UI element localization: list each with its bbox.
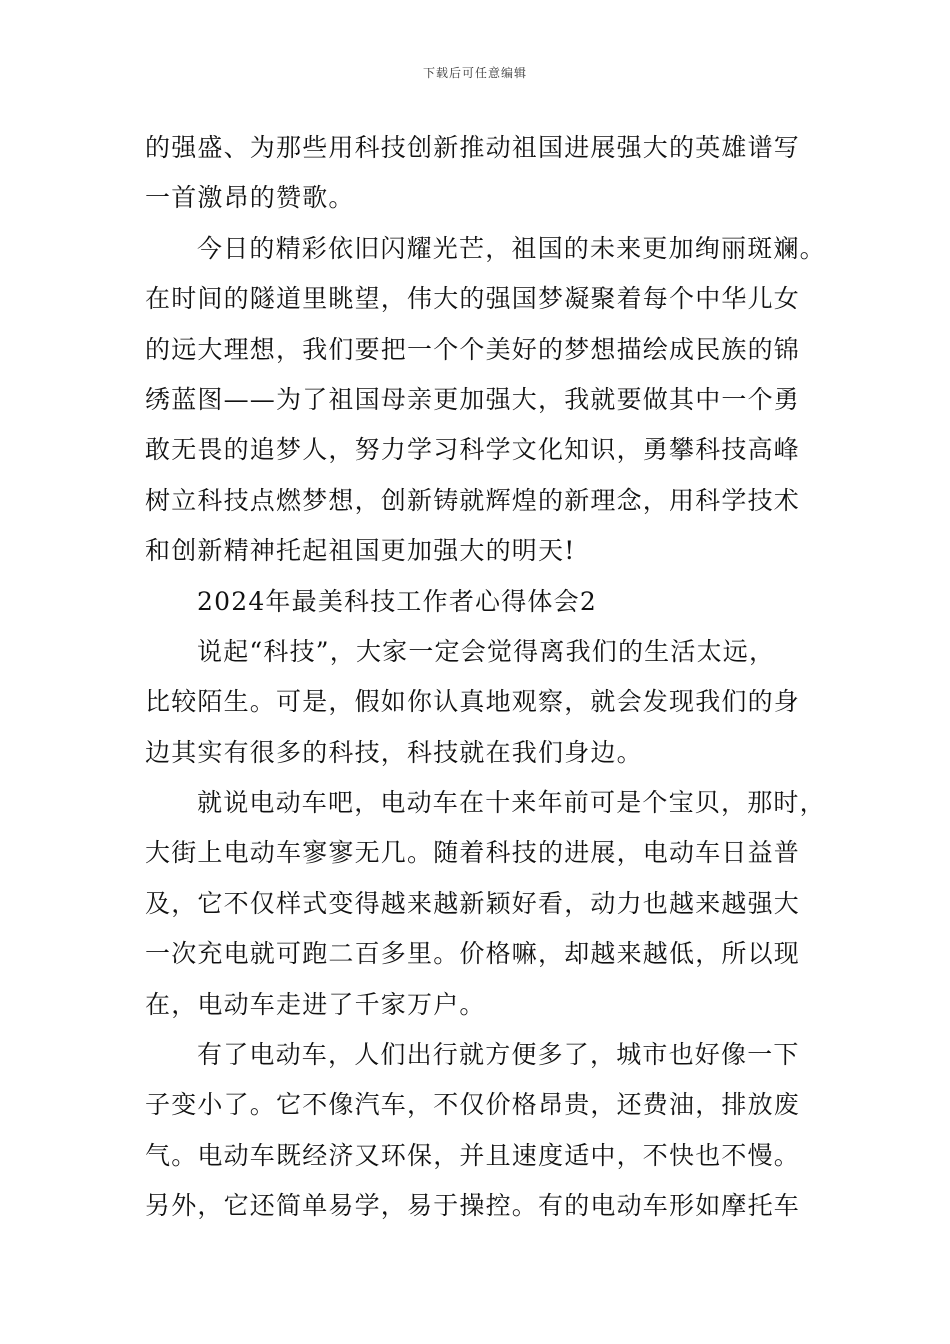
paragraph-start-line: 就说电动车吧，电动车在十来年前可是个宝贝，那时， [197,788,826,818]
text-line: 一首激昂的赞歌。 [145,183,355,213]
text-line: 及，它不仅样式变得越来越新颖好看，动力也越来越强大 [145,888,801,918]
paragraph-start-line: 说起“科技”，大家一定会觉得离我们的生活太远， [197,636,776,666]
text-line: 绣蓝图——为了祖国母亲更加强大，我就要做其中一个勇 [145,384,801,414]
text-line: 和创新精神托起祖国更加强大的明天! [145,536,576,566]
text-line: 的强盛、为那些用科技创新推动祖国进展强大的英雄谱写 [145,133,801,162]
text-line: 一次充电就可跑二百多里。价格嘛，却越来越低，所以现 [145,939,801,969]
text-line: 比较陌生。可是，假如你认真地观察，就会发现我们的身 [145,687,801,717]
text-line: 在，电动车走进了千家万户。 [145,989,486,1019]
paragraph-start-line: 今日的精彩依旧闪耀光芒，祖国的未来更加绚丽斑斓。 [197,233,826,263]
section-heading: 2024年最美科技工作者心得体会2 [197,586,597,616]
text-line: 大街上电动车寥寥无几。随着科技的进展，电动车日益普 [145,838,801,868]
text-line: 气。电动车既经济又环保，并且速度适中，不快也不慢。 [145,1140,801,1170]
page-header-note: 下载后可任意编辑 [422,66,527,80]
text-line: 敢无畏的追梦人，努力学习科学文化知识，勇攀科技高峰 [145,435,801,465]
document-body [145,123,835,1232]
paragraph-start-line: 有了电动车，人们出行就方便多了，城市也好像一下 [197,1040,800,1070]
text-line: 在时间的隧道里眺望，伟大的强国梦凝聚着每个中华儿女 [145,284,801,314]
text-line: 另外，它还简单易学，易于操控。有的电动车形如摩托车 [145,1191,801,1221]
text-line: 子变小了。它不像汽车，不仅价格昂贵，还费油，排放废 [145,1090,801,1120]
text-line: 边其实有很多的科技，科技就在我们身边。 [145,737,643,767]
text-line: 树立科技点燃梦想，创新铸就辉煌的新理念，用科学技术 [145,485,801,515]
text-line: 的远大理想，我们要把一个个美好的梦想描绘成民族的锦 [145,334,801,364]
